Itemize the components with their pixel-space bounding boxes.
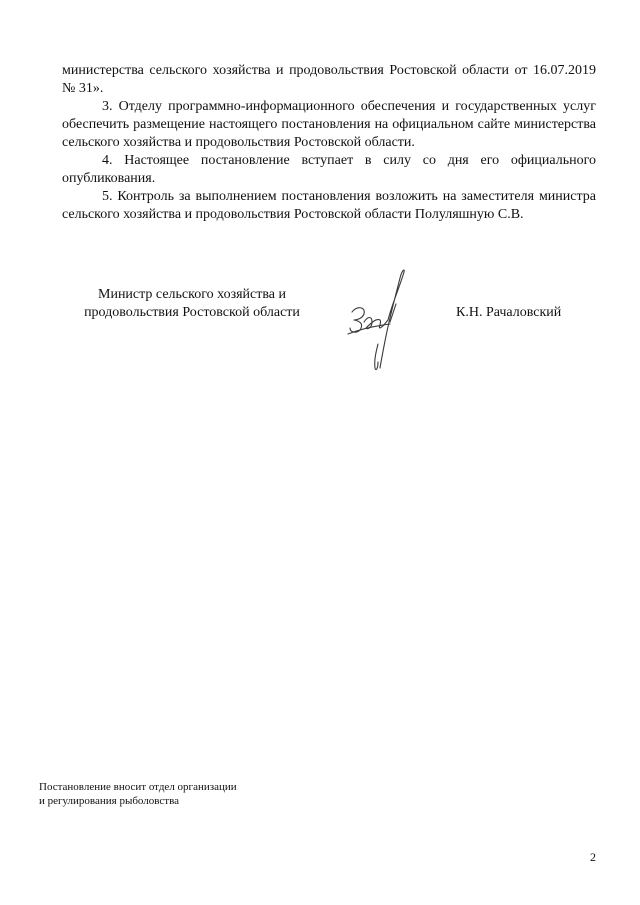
page-number: 2	[590, 850, 596, 864]
paragraph-item-4: 4. Настоящее постановление вступает в силу со дня его официального опубликования.	[62, 153, 596, 186]
signer-title-line-2: продовольствия Ростовской области	[84, 305, 300, 320]
paragraph-item-5: 5. Контроль за выполнением постановления возложить на заместителя министра сельского хозяйства и продовольствия Ростовской области Полуляшную С.В.	[62, 189, 596, 222]
paragraph-continuation: министерства сельского хозяйства и продовольствия Ростовской области от 16.07.2019 № 31».	[62, 63, 596, 96]
footer-note-line-1: Постановление вносит отдел организации	[39, 781, 237, 793]
paragraph-item-3: 3. Отделу программно-информационного обеспечения и государственных услуг обеспечить размещение настоящего постановления на официальном сайте министерства сельского хозяйства и продовольствия Ростовской области.	[62, 99, 596, 150]
signer-name: К.Н. Рачаловский	[456, 305, 562, 320]
document-body	[62, 62, 596, 224]
signer-title-line-1: Министр сельского хозяйства и	[98, 287, 286, 302]
signer-title	[62, 286, 322, 322]
footer-note-line-2: и регулирования рыболовства	[39, 795, 180, 807]
signature-block	[0, 286, 640, 386]
footer-note	[39, 780, 237, 808]
handwritten-signature	[338, 264, 418, 384]
